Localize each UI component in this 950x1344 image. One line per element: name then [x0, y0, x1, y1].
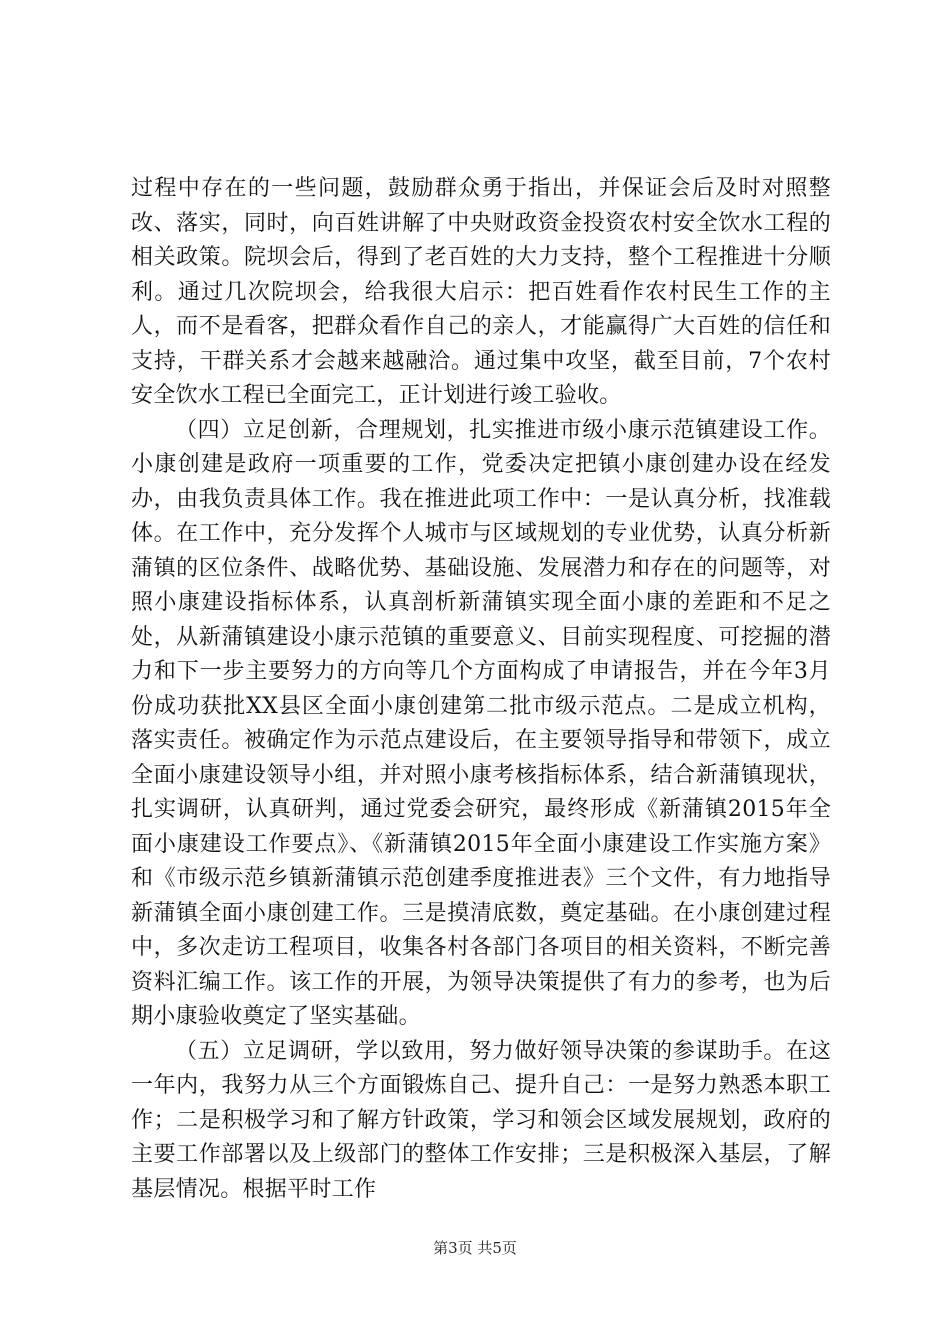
paragraph-continuation: 过程中存在的一些问题，鼓励群众勇于指出，并保证会后及时对照整改、落实，同时，向百姓讲解了中央财政资金投资农村安全饮水工程的相关政策。院坝会后，得到了老百姓的大力支持，整个工程推进十分顺利。通过几次院坝会，给我很大启示：把百姓看作农村民生工作的主人，而不是看客，把群众看作自己的亲人，才能赢得广大百姓的信任和支持，干群关系才会越来越融洽。通过集中攻坚，截至目前，7个农村安全饮水工程已全面完工，正计划进行竣工验收。 [131, 176, 831, 408]
page-footer: 第3页 共5页 [433, 1239, 517, 1257]
document-body [131, 172, 831, 1207]
paragraph-section-five: （五）立足调研，学以致用，努力做好领导决策的参谋助手。在这一年内，我努力从三个方面锻炼自己、提升自己：一是努力熟悉本职工作；二是积极学习和了解方针政策，学习和领会区域发展规划，政府的主要工作部署以及上级部门的整体工作安排；三是积极深入基层，了解基层情况。根据平时工作 [131, 1038, 831, 1202]
paragraph-section-four: （四）立足创新，合理规划，扎实推进市级小康示范镇建设工作。小康创建是政府一项重要的工作，党委决定把镇小康创建办设在经发办，由我负责具体工作。我在推进此项工作中：一是认真分析，找准载体。在工作中，充分发挥个人城市与区域规划的专业优势，认真分析新蒲镇的区位条件、战略优势、基础设施、发展潜力和存在的问题等，对照小康建设指标体系，认真剖析新蒲镇实现全面小康的差距和不足之处，从新蒲镇建设小康示范镇的重要意义、目前实现程度、可挖掘的潜力和下一步主要努力的方向等几个方面构成了申请报告，并在今年3月份成功获批XX县区全面小康创建第二批市级示范点。二是成立机构，落实责任。被确定作为示范点建设后，在主要领导指导和带领下，成立全面小康建设领导小组，并对照小康考核指标体系，结合新蒲镇现状，扎实调研，认真研判，通过党委会研究，最终形成《新蒲镇2015年全面小康建设工作要点》、《新蒲镇2015年全面小康建设工作实施方案》和《市级示范乡镇新蒲镇示范创建季度推进表》三个文件，有力地指导新蒲镇全面小康创建工作。三是摸清底数，奠定基础。在小康创建过程中，多次走访工程项目，收集各村各部门各项目的相关资料，不断完善资料汇编工作。该工作的开展，为领导决策提供了有力的参考，也为后期小康验收奠定了坚实基础。 [131, 417, 831, 1029]
